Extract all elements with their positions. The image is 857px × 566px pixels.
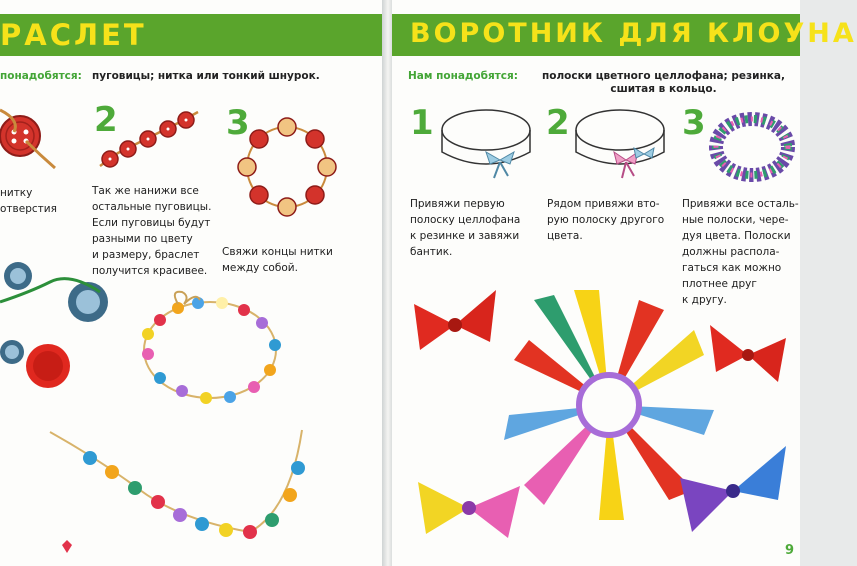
step1-text: Привяжи первую полоску целлофана к резинке и завяжи бантик. <box>410 198 521 258</box>
buttons-photo <box>0 262 120 412</box>
step3-text: Свяжи концы нитки между собой. <box>222 246 333 274</box>
animal-bead-necklace-photo <box>40 420 320 555</box>
step2-number: 2 <box>546 103 570 143</box>
red-bow-photo <box>410 280 500 370</box>
step3-text: Привяжи все осталь- ные полоски, чере- дуя цвета. Полоски должны распола- гаться как можно плотнее друг к другу. <box>682 198 799 306</box>
page-number: 9 <box>784 543 794 558</box>
step2-text: Так же нанижи все остальные пуговицы. Если пуговицы будут разными по цвету и размеру, браслет получится красивее. <box>92 185 212 277</box>
page-title: ВОРОТНИК ДЛЯ КЛОУНА <box>410 18 857 49</box>
step1-button-illustration <box>0 100 60 170</box>
left-page <box>0 0 384 566</box>
page-title: РАСЛЕТ <box>0 18 147 52</box>
title-banner <box>392 14 857 56</box>
purple-blue-bow-photo <box>678 446 788 536</box>
step3-number: 3 <box>226 103 250 143</box>
materials-label: Нам понадобятся: <box>408 70 518 82</box>
right-page <box>392 0 857 566</box>
step1-ring-bow-illustration <box>440 104 536 184</box>
yellow-pink-bow-photo <box>414 468 524 538</box>
step1-number: 1 <box>410 103 434 143</box>
title-banner <box>0 14 384 56</box>
materials-label: понадобятся: <box>0 70 82 82</box>
red-bow-photo-right <box>708 320 788 390</box>
step3-number: 3 <box>682 103 706 143</box>
step2-text: Рядом привяжи вто- рую полоску другого цвета. <box>547 198 665 242</box>
step3-full-collar-illustration <box>706 104 798 190</box>
step2-number: 2 <box>94 100 118 140</box>
materials-text: пуговицы; нитка или тонкий шнурок. <box>92 70 320 82</box>
step2-button-chain-illustration <box>98 108 202 172</box>
materials-text: полоски цветного целлофана; резинка, сшитая в кольцо. <box>542 70 785 95</box>
step2-ring-two-bows-illustration <box>574 104 670 184</box>
step1-text: нитку отверстия <box>0 187 57 215</box>
heart-bead-bracelet-photo <box>130 290 290 420</box>
step3-bracelet-ring-illustration <box>232 112 342 222</box>
